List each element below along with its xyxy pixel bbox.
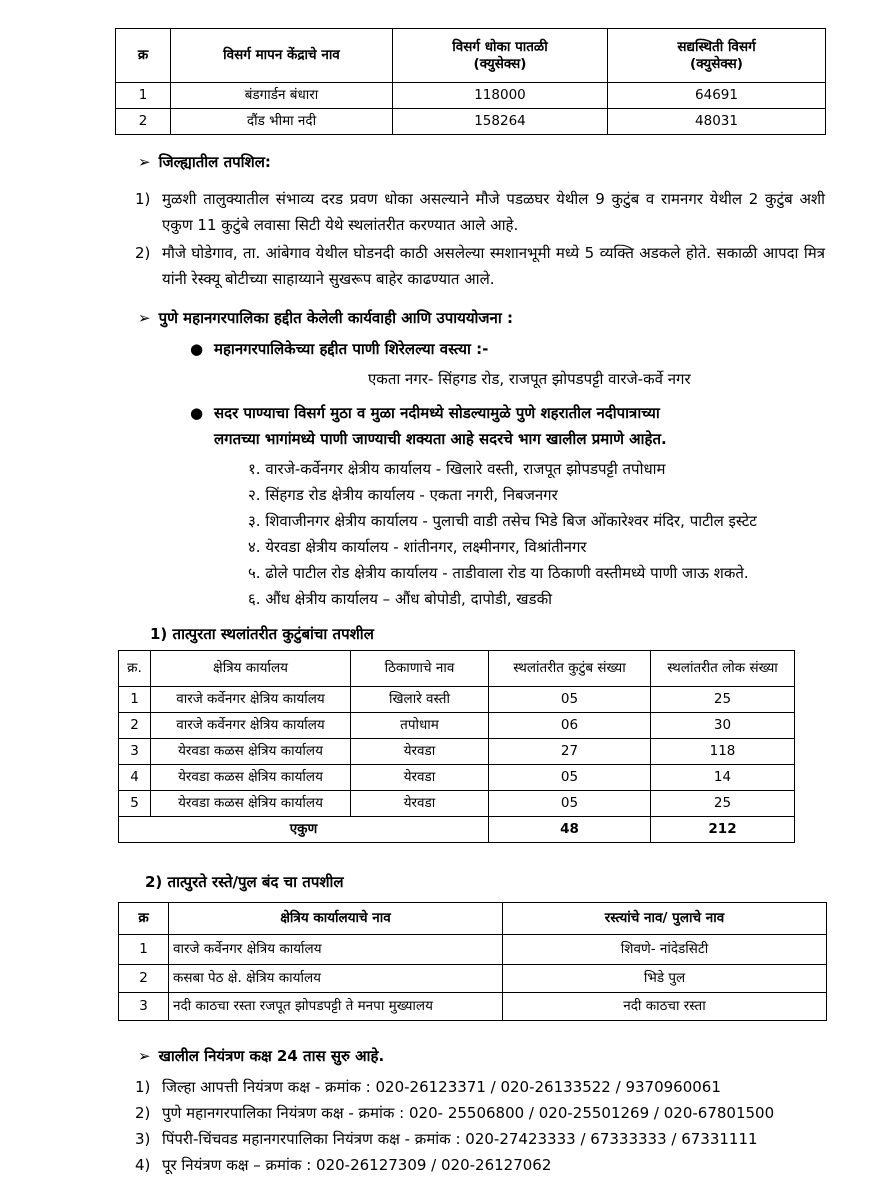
cell: 05 — [489, 687, 651, 713]
cell: 118 — [651, 739, 795, 765]
area-list-item: ५. ढोले पाटील रोड क्षेत्रीय कार्यालय - ताडीवाला रोड या ठिकाणी वस्तीमध्ये पाणी जाऊ शकते. — [248, 564, 749, 582]
discharge-table-header — [116, 29, 826, 83]
cell: येरवडा कळस क्षेत्रिय कार्यालय — [151, 765, 351, 791]
item-number: 3) — [135, 1130, 151, 1148]
col-header-office: क्षेत्रिय कार्यालय — [151, 651, 351, 687]
item-text: मुळशी तालुक्यातील संभाव्य दरड प्रवण धोका असल्याने मौजे पडळघर येथील 9 कुटुंब व रामनगर येथील 2 कुटुंब अशी एकुण 11 कुटुंबे लवासा सिटी येथे स्थलांतरीत करण्यात आले आहे. — [162, 190, 825, 234]
cell: खिलारे वस्ती — [351, 687, 489, 713]
area-list-item: १. वारजे-कर्वेनगर क्षेत्रीय कार्यालय - खिलारे वस्ती, राजपूत झोपडपट्टी तपोधाम — [248, 460, 666, 478]
col-header-people: स्थलांतरीत लोक संख्या — [651, 651, 795, 687]
table-row — [119, 993, 827, 1021]
flooded-areas-text: एकता नगर- सिंहगड रोड, राजपूत झोपडपट्टी वारजे-कर्वे नगर — [368, 370, 691, 388]
cell: 64691 — [608, 83, 826, 109]
cell: नदी काठचा रस्ता रजपूत झोपडपट्टी ते मनपा मुख्यालय — [169, 993, 503, 1021]
cell: 25 — [651, 791, 795, 817]
control-room-item — [135, 1100, 774, 1126]
col-header-current-discharge: सद्यस्थिती विसर्ग (क्युसेक्स) — [608, 29, 826, 83]
cell: 158264 — [393, 109, 608, 135]
table-row — [119, 765, 795, 791]
item-text: पूर नियंत्रण कक्ष – क्रमांक : 020-26127309 / 020-26127062 — [162, 1156, 552, 1174]
item-number: 4) — [135, 1156, 151, 1174]
cell: 05 — [489, 791, 651, 817]
bullet-text: महानगरपालिकेच्या हद्दीत पाणी शिरेलल्या वस्त्या :- — [214, 340, 489, 358]
cell: 48031 — [608, 109, 826, 135]
area-list-item: ४. येरवडा क्षेत्रीय कार्यालय - शांतीनगर, लक्ष्मीनगर, विश्रांतीनगर — [248, 538, 587, 556]
cell: 14 — [651, 765, 795, 791]
col-header-families: स्थलांतरीत कुटुंब संख्या — [489, 651, 651, 687]
cell: 2 — [119, 965, 169, 993]
col-header-sr: क्र. — [119, 651, 151, 687]
item-number: 1) — [135, 1078, 151, 1096]
control-room-item — [135, 1074, 721, 1100]
cell: 1 — [119, 935, 169, 965]
arrow-bullet-icon: ➢ — [138, 309, 151, 327]
district-heading — [138, 152, 271, 172]
cell: 1 — [119, 687, 151, 713]
arrow-bullet-icon: ➢ — [138, 1047, 151, 1065]
col-header-danger-level: विसर्ग धोका पातळी (क्युसेक्स) — [393, 29, 608, 83]
road-closure-header — [119, 903, 827, 935]
item-text: मौजे घोडेगाव, ता. आंबेगाव येथील घोडनदी काठी असलेल्या स्मशानभूमी मध्ये 5 व्यक्ति अडकले होते. सकाळी आपदा मित्र यांनी रेस्क्यू बोटीच्या साहाय्याने सुखरूप बाहेर काढण्यात आले. — [162, 244, 825, 288]
col-header-place: ठिकाणाचे नाव — [351, 651, 489, 687]
cell: तपोधाम — [351, 713, 489, 739]
col-header-office: क्षेत्रिय कार्यालयाचे नाव — [169, 903, 503, 935]
total-people: 212 — [651, 817, 795, 843]
cell: वारजे कर्वेनगर क्षेत्रिय कार्यालय — [151, 713, 351, 739]
cell: 118000 — [393, 83, 608, 109]
bullet-text-continued: लगतच्या भागांमध्ये पाणी जाण्याची शक्यता आहे सदरचे भाग खालील प्रमाणे आहेत. — [214, 430, 667, 448]
table-row — [119, 739, 795, 765]
district-item-1 — [135, 186, 825, 238]
cell: 2 — [119, 713, 151, 739]
total-row — [119, 817, 795, 843]
table-row — [119, 713, 795, 739]
control-room-item — [135, 1152, 551, 1178]
cell: येरवडा — [351, 765, 489, 791]
district-item-2 — [135, 240, 825, 292]
cell: भिडे पुल — [503, 965, 827, 993]
col-header-road: रस्त्यांचे नाव/ पुलाचे नाव — [503, 903, 827, 935]
control-heading-text: खालील नियंत्रण कक्ष 24 तास सुरु आहे. — [158, 1047, 385, 1065]
pmc-bullet-2 — [190, 400, 660, 426]
col-header-station: विसर्ग मापन केंद्राचे नाव — [171, 29, 393, 83]
cell: येरवडा कळस क्षेत्रिय कार्यालय — [151, 791, 351, 817]
relocation-table-heading: 1) तात्पुरता स्थलांतरीत कुटुंबांचा तपशील — [150, 625, 374, 643]
item-number: 1) — [135, 190, 151, 208]
table-row — [119, 935, 827, 965]
road-closure-heading: 2) तात्पुरते रस्ते/पुल बंद चा तपशील — [145, 873, 344, 891]
cell: येरवडा — [351, 791, 489, 817]
item-text: पुणे महानगरपालिका नियंत्रण कक्ष - क्रमांक : 020- 25506800 / 020-25501269 / 020-67801500 — [162, 1104, 775, 1122]
cell: वारजे कर्वेनगर क्षेत्रिय कार्यालय — [151, 687, 351, 713]
area-list-item: ३. शिवाजीनगर क्षेत्रीय कार्यालय - पुलाची वाडी तसेच भिडे बिज ओंकारेश्वर मंदिर, पाटील इस्टेट — [248, 512, 757, 530]
control-room-item — [135, 1126, 758, 1152]
bullet-text: सदर पाण्याचा विसर्ग मुठा व मुळा नदीमध्ये सोडल्यामुळे पुणे शहरातील नदीपात्राच्या — [214, 404, 660, 422]
cell: कसबा पेठ क्षे. क्षेत्रिय कार्यालय — [169, 965, 503, 993]
cell: 25 — [651, 687, 795, 713]
cell: 4 — [119, 765, 151, 791]
cell: येरवडा कळस क्षेत्रिय कार्यालय — [151, 739, 351, 765]
cell: 27 — [489, 739, 651, 765]
cell: वारजे कर्वेनगर क्षेत्रिय कार्यालय — [169, 935, 503, 965]
cell: 30 — [651, 713, 795, 739]
cell: 5 — [119, 791, 151, 817]
table-row — [119, 965, 827, 993]
cell: 2 — [116, 109, 171, 135]
table-row — [119, 687, 795, 713]
total-label: एकुण — [119, 817, 489, 843]
bullet-dot-icon: ● — [190, 340, 204, 358]
cell: येरवडा — [351, 739, 489, 765]
col-header-sr: क्र — [119, 903, 169, 935]
table-row — [116, 109, 826, 135]
cell: दौंड भीमा नदी — [171, 109, 393, 135]
cell: 1 — [116, 83, 171, 109]
cell: नदी काठचा रस्ता — [503, 993, 827, 1021]
table-row — [119, 791, 795, 817]
col-header-sr: क्र — [116, 29, 171, 83]
cell: 3 — [119, 993, 169, 1021]
cell: 06 — [489, 713, 651, 739]
relocation-table-header — [119, 651, 795, 687]
relocation-table — [118, 650, 795, 843]
bullet-dot-icon: ● — [190, 404, 204, 422]
area-list-item: ६. औंध क्षेत्रीय कार्यालय – औंध बोपोडी, दापोडी, खडकी — [248, 590, 552, 608]
cell: 3 — [119, 739, 151, 765]
road-closure-table — [118, 902, 827, 1021]
discharge-table — [115, 28, 826, 135]
arrow-bullet-icon: ➢ — [138, 153, 151, 171]
item-number: 2) — [135, 1104, 151, 1122]
pmc-heading — [138, 308, 513, 328]
area-list-item: २. सिंहगड रोड क्षेत्रीय कार्यालय - एकता नगरी, निबजनगर — [248, 486, 558, 504]
pmc-heading-text: पुणे महानगरपालिका हद्दीत केलेली कार्यवाही आणि उपाययोजना : — [158, 309, 513, 327]
pmc-bullet-1 — [190, 336, 488, 362]
control-room-heading — [138, 1046, 384, 1066]
cell: 05 — [489, 765, 651, 791]
table-row — [116, 83, 826, 109]
district-heading-text: जिल्ह्यातील तपशिल: — [158, 153, 271, 171]
cell: बंडगार्डन बंधारा — [171, 83, 393, 109]
item-text: जिल्हा आपत्ती नियंत्रण कक्ष - क्रमांक : 020-26123371 / 020-26133522 / 9370960061 — [162, 1078, 721, 1096]
item-text: पिंपरी-चिंचवड महानगरपालिका नियंत्रण कक्ष - क्रमांक : 020-27423333 / 67333333 / 67331111 — [162, 1130, 758, 1148]
item-number: 2) — [135, 244, 151, 262]
cell: शिवणे- नांदेडसिटी — [503, 935, 827, 965]
total-families: 48 — [489, 817, 651, 843]
